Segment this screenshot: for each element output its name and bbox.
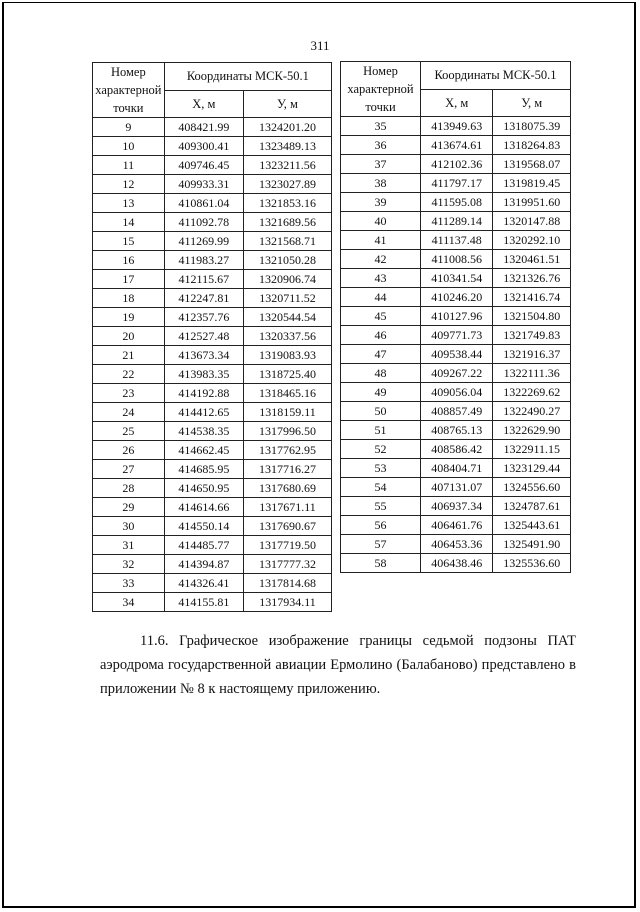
table-row [341,269,571,288]
table-row [93,118,332,137]
x-coordinate-cell: 414550.14 [164,517,243,536]
point-number-cell: 10 [93,137,165,156]
y-coordinate-cell: 1319083.93 [243,346,331,365]
point-number-cell: 58 [341,554,421,573]
x-coordinate-cell: 411797.17 [421,174,493,193]
y-coordinate-cell: 1320461.51 [493,250,571,269]
y-coordinate-cell: 1324201.20 [243,118,331,137]
point-number-cell: 28 [93,479,165,498]
x-coordinate-cell: 408421.99 [164,118,243,137]
table-row [341,440,571,459]
point-number-cell: 16 [93,251,165,270]
x-coordinate-cell: 410861.04 [164,194,243,213]
point-number-cell: 24 [93,403,165,422]
point-number-cell: 23 [93,384,165,403]
point-number-cell: 27 [93,460,165,479]
y-coordinate-cell: 1322911.15 [493,440,571,459]
point-number-cell: 38 [341,174,421,193]
x-coordinate-cell: 410341.54 [421,269,493,288]
table-row [341,402,571,421]
point-number-cell: 48 [341,364,421,383]
x-coordinate-cell: 406937.34 [421,497,493,516]
table-row [93,574,332,593]
point-number-cell: 21 [93,346,165,365]
point-number-cell: 9 [93,118,165,137]
table-row [341,193,571,212]
y-coordinate-cell: 1321326.76 [493,269,571,288]
x-coordinate-cell: 414614.66 [164,498,243,517]
point-number-cell: 51 [341,421,421,440]
table-row [341,421,571,440]
table-row [93,536,332,555]
y-coordinate-cell: 1318725.40 [243,365,331,384]
x-coordinate-cell: 412247.81 [164,289,243,308]
table-row [93,384,332,403]
point-number-cell: 55 [341,497,421,516]
point-number-cell: 29 [93,498,165,517]
y-coordinate-cell: 1317934.11 [243,593,331,612]
body-paragraph [100,629,576,701]
y-coordinate-cell: 1320906.74 [243,270,331,289]
table-row [93,555,332,574]
x-coordinate-cell: 411983.27 [164,251,243,270]
x-coordinate-cell: 414192.88 [164,384,243,403]
y-coordinate-cell: 1323129.44 [493,459,571,478]
x-coordinate-cell: 408765.13 [421,421,493,440]
table-row [341,250,571,269]
point-number-cell: 36 [341,136,421,155]
point-number-cell: 31 [93,536,165,555]
y-coordinate-cell: 1317814.68 [243,574,331,593]
y-coordinate-cell: 1321504.80 [493,307,571,326]
y-coordinate-cell: 1320711.52 [243,289,331,308]
table-row [93,232,332,251]
x-coordinate-cell: 412115.67 [164,270,243,289]
point-number-cell: 52 [341,440,421,459]
table-row [341,307,571,326]
table-row [341,535,571,554]
table-row [93,441,332,460]
point-number-cell: 22 [93,365,165,384]
table-row [341,497,571,516]
y-coordinate-cell: 1323027.89 [243,175,331,194]
table-row [93,289,332,308]
point-number-cell: 54 [341,478,421,497]
point-number-cell: 41 [341,231,421,250]
page-number: 311 [310,38,330,53]
table-row [341,554,571,573]
table-row [341,459,571,478]
table-row [341,174,571,193]
x-coordinate-cell: 413673.34 [164,346,243,365]
x-coordinate-cell: 408586.42 [421,440,493,459]
y-coordinate-cell: 1321916.37 [493,345,571,364]
x-coordinate-cell: 409771.73 [421,326,493,345]
x-coordinate-cell: 409056.04 [421,383,493,402]
x-coordinate-cell: 406461.76 [421,516,493,535]
point-number-cell: 44 [341,288,421,307]
table-row [93,460,332,479]
x-coordinate-cell: 410127.96 [421,307,493,326]
point-number-cell: 45 [341,307,421,326]
x-coordinate-cell: 409538.44 [421,345,493,364]
table-row [93,156,332,175]
table-row [93,194,332,213]
y-coordinate-cell: 1321416.74 [493,288,571,307]
y-coordinate-cell: 1323211.56 [243,156,331,175]
coordinates-header: Координаты МСК-50.1 [164,63,331,91]
y-coordinate-cell: 1323489.13 [243,137,331,156]
table-row [93,213,332,232]
point-number-cell: 33 [93,574,165,593]
y-coordinate-cell: 1324787.61 [493,497,571,516]
y-coordinate-cell: 1319819.45 [493,174,571,193]
point-number-cell: 56 [341,516,421,535]
point-number-cell: 11 [93,156,165,175]
y-coordinate-cell: 1325443.61 [493,516,571,535]
table-row [93,593,332,612]
x-coordinate-cell: 412527.48 [164,327,243,346]
table-row [341,383,571,402]
y-coordinate-cell: 1317996.50 [243,422,331,441]
point-number-cell: 35 [341,117,421,136]
table-row [93,137,332,156]
y-coordinate-cell: 1321749.83 [493,326,571,345]
point-number-cell: 26 [93,441,165,460]
point-number-cell: 17 [93,270,165,289]
x-coordinate-cell: 414412.65 [164,403,243,422]
table-body-left [93,118,332,612]
y-coordinate-cell: 1318465.16 [243,384,331,403]
y-coordinate-cell: 1322490.27 [493,402,571,421]
table-body-right [341,117,571,573]
x-coordinate-cell: 406453.36 [421,535,493,554]
y-coordinate-cell: 1321050.28 [243,251,331,270]
y-coordinate-cell: 1324556.60 [493,478,571,497]
coordinates-table-right [340,61,571,573]
coordinates-table-left [92,62,332,612]
y-coordinate-cell: 1317762.95 [243,441,331,460]
y-coordinate-cell: 1317719.50 [243,536,331,555]
x-coordinate-cell: 411289.14 [421,212,493,231]
table-row [341,288,571,307]
point-number-cell: 50 [341,402,421,421]
point-number-cell: 15 [93,232,165,251]
table-row [93,422,332,441]
x-coordinate-cell: 412357.76 [164,308,243,327]
x-coordinate-cell: 413674.61 [421,136,493,155]
x-coordinate-cell: 411008.56 [421,250,493,269]
y-coordinate-cell: 1317671.11 [243,498,331,517]
y-coordinate-cell: 1325491.90 [493,535,571,554]
x-coordinate-cell: 414326.41 [164,574,243,593]
point-number-cell: 39 [341,193,421,212]
table-row [93,308,332,327]
x-coordinate-cell: 414394.87 [164,555,243,574]
x-coordinate-cell: 408404.71 [421,459,493,478]
x-coordinate-cell: 414685.95 [164,460,243,479]
x-header: X, м [164,90,243,118]
x-coordinate-cell: 406438.46 [421,554,493,573]
table-row [341,345,571,364]
x-coordinate-cell: 414538.35 [164,422,243,441]
x-coordinate-cell: 411269.99 [164,232,243,251]
point-number-cell: 46 [341,326,421,345]
y-coordinate-cell: 1322269.62 [493,383,571,402]
table-row [341,231,571,250]
x-coordinate-cell: 409933.31 [164,175,243,194]
point-number-cell: 18 [93,289,165,308]
table-row [341,117,571,136]
x-coordinate-cell: 407131.07 [421,478,493,497]
x-coordinate-cell: 409267.22 [421,364,493,383]
point-number-cell: 53 [341,459,421,478]
y-coordinate-cell: 1317716.27 [243,460,331,479]
table-row [93,270,332,289]
y-header: У, м [243,90,331,118]
y-coordinate-cell: 1320147.88 [493,212,571,231]
table-row [93,403,332,422]
y-coordinate-cell: 1317690.67 [243,517,331,536]
point-number-cell: 37 [341,155,421,174]
point-number-cell: 13 [93,194,165,213]
y-header: У, м [493,89,571,117]
x-coordinate-cell: 414662.45 [164,441,243,460]
table-row [341,326,571,345]
y-coordinate-cell: 1325536.60 [493,554,571,573]
y-coordinate-cell: 1320292.10 [493,231,571,250]
y-coordinate-cell: 1320337.56 [243,327,331,346]
point-number-cell: 20 [93,327,165,346]
x-coordinate-cell: 411092.78 [164,213,243,232]
table-row [93,479,332,498]
table-row [93,175,332,194]
point-number-cell: 34 [93,593,165,612]
y-coordinate-cell: 1322629.90 [493,421,571,440]
x-coordinate-cell: 412102.36 [421,155,493,174]
point-number-cell: 42 [341,250,421,269]
table-row [341,136,571,155]
x-coordinate-cell: 413949.63 [421,117,493,136]
table-row [93,365,332,384]
y-coordinate-cell: 1321853.16 [243,194,331,213]
y-coordinate-cell: 1319951.60 [493,193,571,212]
paragraph-text: 11.6. Графическое изображение границы седьмой подзоны ПАТ аэродрома государственной авиации Ермолино (Балабаново) представлено в приложении № 8 к настоящему приложению. [100,633,576,697]
x-coordinate-cell: 408857.49 [421,402,493,421]
point-number-cell: 12 [93,175,165,194]
x-coordinate-cell: 413983.35 [164,365,243,384]
point-number-cell: 32 [93,555,165,574]
y-coordinate-cell: 1322111.36 [493,364,571,383]
y-coordinate-cell: 1321689.56 [243,213,331,232]
point-number-header: Номер характерной точки [341,62,421,117]
y-coordinate-cell: 1318264.83 [493,136,571,155]
table-row [93,517,332,536]
point-number-cell: 25 [93,422,165,441]
x-coordinate-cell: 411595.08 [421,193,493,212]
table-row [341,364,571,383]
point-number-cell: 49 [341,383,421,402]
coordinates-header: Координаты МСК-50.1 [421,62,571,90]
y-coordinate-cell: 1317680.69 [243,479,331,498]
table-row [93,251,332,270]
point-number-cell: 14 [93,213,165,232]
table-row [341,478,571,497]
y-coordinate-cell: 1317777.32 [243,555,331,574]
y-coordinate-cell: 1318159.11 [243,403,331,422]
y-coordinate-cell: 1318075.39 [493,117,571,136]
x-coordinate-cell: 411137.48 [421,231,493,250]
point-number-cell: 40 [341,212,421,231]
point-number-header: Номер характерной точки [93,63,165,118]
y-coordinate-cell: 1321568.71 [243,232,331,251]
y-coordinate-cell: 1320544.54 [243,308,331,327]
x-header: X, м [421,89,493,117]
table-row [341,212,571,231]
table-row [93,346,332,365]
x-coordinate-cell: 414155.81 [164,593,243,612]
y-coordinate-cell: 1319568.07 [493,155,571,174]
x-coordinate-cell: 414650.95 [164,479,243,498]
x-coordinate-cell: 410246.20 [421,288,493,307]
table-row [341,516,571,535]
table-row [341,155,571,174]
x-coordinate-cell: 409746.45 [164,156,243,175]
point-number-cell: 57 [341,535,421,554]
table-row [93,498,332,517]
x-coordinate-cell: 409300.41 [164,137,243,156]
point-number-cell: 47 [341,345,421,364]
point-number-cell: 30 [93,517,165,536]
point-number-cell: 43 [341,269,421,288]
table-row [93,327,332,346]
point-number-cell: 19 [93,308,165,327]
x-coordinate-cell: 414485.77 [164,536,243,555]
